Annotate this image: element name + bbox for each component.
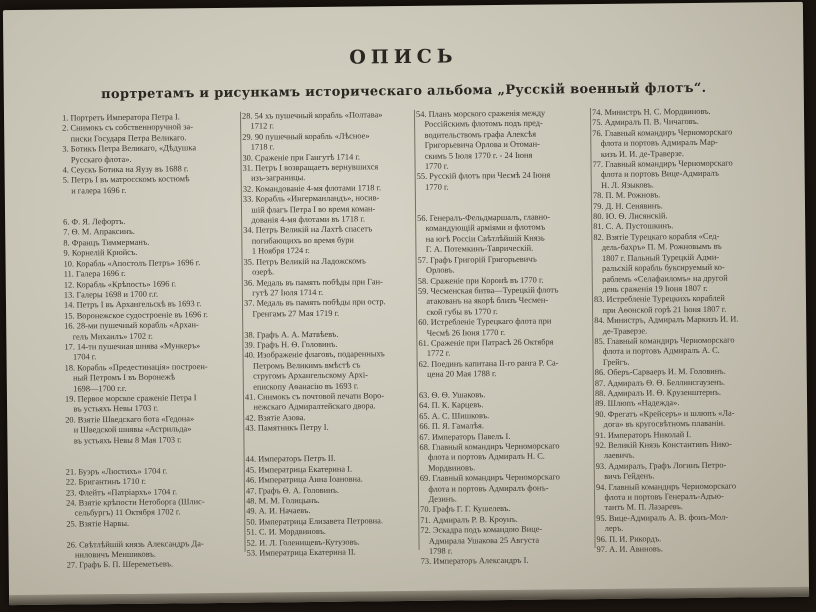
list-item: 1. Портретъ Императора Петра I. [61, 112, 180, 123]
list-item: 61. Сраженіе при Патрасѣ 26 Октября [418, 337, 554, 348]
list-item: ниловичъ Меншиковъ. [66, 549, 156, 560]
list-item: 60. Истребленіе Турецкаго флота при [418, 316, 552, 327]
list-item: 1704 г. [64, 352, 97, 362]
list-item: Грейгъ. [594, 357, 630, 367]
page-bottom-edge [9, 587, 809, 605]
list-item: 62. Поединъ капитана II-го ранга Р. Са- [418, 358, 559, 369]
list-item: флота и портовъ Адмиралъ Н. С. [419, 451, 545, 463]
list-item: де-Траверзе. [594, 326, 648, 336]
page-title: ОПИСЬ [349, 45, 458, 69]
list-item: флота и портовъ Генералъ-Адъю- [595, 491, 724, 503]
list-item: писки Государя Петра Великаго. [62, 133, 187, 144]
list-item: 43. Памятникъ Петру I. [245, 423, 329, 433]
list-item: леръ. [596, 523, 624, 534]
list-item: 20. Взятіе Шведскаго бота «Гедона» [65, 414, 195, 425]
list-item: 72. Эскадра подъ командою Вице- [420, 524, 543, 536]
list-item: гелъ Михаилъ» 1702 г. [64, 331, 153, 342]
list-item: скимъ 5 Іюля 1770 г. - 24 Іюня [416, 150, 533, 161]
list-item: 29. 90 пушечный корабль «Лѣсное» [242, 131, 370, 142]
list-item: 34. Петръ Великій на Лахтѣ спасетъ [243, 224, 373, 236]
list-column-4 [592, 106, 797, 556]
list-item: 8. Францъ Тиммерманъ. [63, 237, 150, 248]
list-item: 1807 г. Пальный Турецкій Адми- [593, 252, 720, 263]
list-item: 76. Главный командиръ Черноморскаго [592, 127, 733, 138]
list-column-1 [62, 112, 252, 572]
list-item: 56. Генералъ-Фельдмаршалъ, главно- [417, 212, 551, 223]
list-item: 17. 14-ти пушечная шнява «Мункеръ» [64, 341, 201, 352]
list-item: 69. Главный командиръ Черноморскаго [419, 472, 560, 484]
list-item: 82. Взятіе Турецкаго корабля «Сед- [593, 231, 720, 242]
page-subtitle: портретамъ и рисункамъ историческаго альбома „Русскій военный флотъ“. [101, 80, 707, 103]
list-item: 67. Императоръ Павелъ I. [419, 431, 511, 442]
list-item: 40. Изображеніе флаговъ, подаренныхъ [244, 349, 385, 361]
list-item: 51. С. И. Мордвиновъ. [246, 527, 327, 537]
list-item: Дезинъ. [420, 494, 457, 504]
list-item: 10. Корабль «Апостолъ Петръ» 1696 г. [63, 257, 201, 269]
list-item: 71. Адмиралъ Р. В. Кроунъ. [420, 514, 518, 525]
list-item: Г. А. Потемкинъ-Таврическій. [417, 243, 534, 255]
list-item: 31. Петръ I возвращаетъ вернувшихся [242, 162, 379, 173]
list-item: 11. Галера 1696 г. [63, 269, 126, 279]
list-item: раблемъ «Селафаиломъ» на другой [593, 273, 728, 284]
list-item: нежскаго Адмиралтейскаго двора. [245, 401, 376, 413]
list-item: 74. Министръ Н. С. Мордвиновъ. [591, 106, 711, 118]
list-item: Адмирала Ушакова 25 Августа [420, 535, 540, 546]
list-item: погибающихъ во время бури [243, 235, 354, 246]
list-item: 23. Флейтъ «Патріархъ» 1704 г. [65, 487, 178, 498]
list-item: 49. А. И. Начаевъ. [246, 506, 311, 517]
list-item: командующій арміями и флотомъ [417, 223, 546, 234]
list-column-2 [242, 110, 432, 559]
list-item: 91. Императоръ Николай I. [595, 429, 692, 440]
list-item: Григорьевича Орлова и Отоман- [416, 139, 540, 151]
list-item: 89. Шлюпъ «Надежда». [595, 398, 680, 409]
list-item: 53. Императрица Екатерина II. [246, 547, 356, 558]
list-item: 1718 г. [242, 142, 275, 152]
list-item: 36. Медаль въ память побѣды при Ган- [243, 276, 383, 288]
list-item: въ устьяхъ Невы 1703 г. [65, 403, 159, 414]
list-item: 54. Планъ морского сраженія между [415, 108, 546, 119]
list-item: 35. Петръ Великій на Ладожскомъ [243, 256, 366, 267]
list-item: 78. П. М. Рожновъ. [592, 190, 661, 201]
list-item: 79. Д. Н. Сенявинъ. [592, 200, 663, 211]
list-item: дель-бахръ» П. М. Рожновымъ въ [593, 241, 722, 253]
list-item: 41. Снимокъ съ почтовой печати Воро- [244, 391, 385, 402]
list-item: 13. Галеры 1698 и 1700 г.г. [63, 289, 159, 300]
list-item: 88. Адмиралъ И. Ѳ. Крузенштернъ. [594, 387, 721, 398]
list-item: флота и портовъ Адмиралъ А. С. [594, 346, 720, 357]
list-item: 44. Императоръ Петръ II. [245, 454, 336, 465]
list-item: 1772 г. [418, 348, 451, 359]
list-item: 66. П. Я. Гамалѣя. [419, 421, 484, 432]
list-item: ный Петромъ I въ Воронежѣ [64, 372, 176, 383]
list-item: тантъ М. П. Лазаревъ. [596, 502, 683, 513]
list-item: 25. Взятіе Нарвы. [66, 518, 130, 529]
list-item: 46. Императрица Анна Іоановна. [245, 474, 363, 485]
list-item: 58. Сраженіе при Коронѣ въ 1770 г. [417, 275, 544, 286]
list-item: 57. Графъ Григорій Григорьевичъ [417, 254, 537, 265]
list-item: 37. Медаль въ память побѣды при остр. [243, 297, 386, 309]
list-item: при Аѳонской горѣ 21 Іюня 1807 г. [594, 304, 727, 315]
list-item: 42. Взятіе Азова. [245, 412, 306, 423]
list-item: 27. Графъ Б. П. Шереметьевъ. [66, 559, 174, 571]
list-item: ской губы въ 1770 г. [418, 306, 498, 317]
list-item: Петромъ Великимъ вмѣстѣ съ [244, 360, 361, 371]
list-item: 28. 54 хъ пушечный корабль «Полтава» [241, 110, 383, 121]
list-item: 77. Главный командиръ Черноморскаго [592, 158, 733, 170]
list-item: 16. 28-ми пушечный корабль «Архан- [64, 320, 199, 331]
list-item: 14. Петръ I въ Архангельскѣ въ 1693 г. [63, 299, 202, 310]
list-item: 92. Великій Князь Константинъ Нико- [595, 439, 732, 451]
list-item: 24. Взятіе крѣпости Нетоборга (Шлис- [66, 497, 205, 508]
list-item: 39. Графъ Н. Ѳ. Головинъ. [244, 339, 338, 350]
list-item: 9. Корнелій Крюйсъ. [63, 248, 138, 258]
list-item: 63. Ѳ. Ѳ. Ушаковъ. [418, 390, 486, 400]
list-item: 96. П. И. Рикордъ. [596, 533, 662, 544]
list-item: вичъ Гейденъ. [595, 471, 655, 482]
list-item: 26. Свѣтлѣйшій князь Александръ Да- [66, 538, 204, 550]
list-item: 65. А. С. Шишковъ. [419, 410, 490, 421]
list-item: 85. Главный командиръ Черноморскаго [594, 335, 735, 346]
list-item: 5. Петръ I въ матросскомъ костюмѣ [62, 174, 190, 186]
list-item: флота и портовъ Адмиралъ Мар- [592, 137, 718, 149]
list-item: изъ-заграницы. [242, 173, 306, 184]
list-item: 80. Ю. Ѳ. Лисянскій. [593, 211, 668, 222]
list-item: епископу Аѳанасію въ 1693 г. [244, 381, 359, 392]
list-item: флота и портовъ Вице-Адмиралъ [592, 169, 720, 180]
list-item: 55. Русскій флотъ при Чесмѣ 24 Іюня [416, 170, 551, 182]
list-item: 90. Фрегатъ «Крейсеръ» и шлюпъ «Ла- [595, 408, 735, 419]
list-item: въ устьяхъ Невы 8 Мая 1703 г. [65, 434, 182, 446]
list-item: 64. П. К. Карцевъ. [419, 400, 484, 411]
list-item: дованія 4-мя флотами въ 1718 г. [243, 214, 365, 225]
list-item: 1798 г. [420, 546, 453, 556]
list-item: 19. Первое морское сраженіе Петра I [64, 393, 197, 404]
list-item: Н. Л. Языковъ. [592, 180, 654, 190]
list-item: цена 20 Мая 1788 г. [418, 369, 497, 380]
list-item: 33. Корабль «Ингерманландъ», носив- [242, 193, 380, 204]
list-item: флота и портовъ Адмиралъ фонъ- [419, 483, 549, 494]
list-item: 22. Бригантинъ 1710 г. [65, 476, 147, 487]
list-item: 12. Корабль «Крѣпость» 1696 г. [63, 278, 177, 290]
list-item: 70. Графъ Г. Г. Кушелевъ. [420, 504, 511, 515]
list-item: 83. Истребленіе Турецкихъ кораблей [593, 293, 725, 305]
list-item: 45. Императрица Екатерина I. [245, 464, 353, 475]
list-item: Чесмѣ 26 Іюня 1770 г. [418, 327, 506, 338]
list-item: 38. Графъ А. А. Матвѣевъ. [244, 329, 339, 340]
list-item: ральскій корабль буксируемый ко- [593, 262, 725, 274]
list-item: Орловъ. [417, 265, 455, 275]
list-item: 1712 г. [242, 121, 274, 132]
list-item: 97. А. И. Авиновъ. [596, 544, 663, 555]
list-item: Мордвиновъ. [419, 463, 476, 473]
list-item: 52. И. Л. Голенищевъ-Кутузовъ. [246, 537, 360, 548]
list-item: день сраженія 19 Іюня 1807 г. [593, 283, 708, 294]
list-item: 59. Чесменская битва—Турецкій флотъ [417, 285, 559, 296]
list-item: кизъ И. И. де-Траверзе. [592, 148, 684, 159]
list-item: шій флагъ Петра I во время коман- [242, 203, 376, 215]
list-item: 3. Ботикъ Петра Великаго, «Дѣдушка [62, 143, 197, 154]
list-item: гутѣ 27 Іюля 1714 г. [243, 287, 324, 298]
list-item: 68. Главный командиръ Черноморскаго [419, 441, 560, 452]
list-item: на югѣ Россіи Свѣтлѣйшій Князь [417, 233, 545, 244]
list-item: 87. Адмиралъ Ѳ. Ѳ. Беллинсгаузенъ. [594, 377, 726, 388]
list-item: 7. Ѳ. М. Апраксинъ. [63, 227, 135, 238]
list-item: 81. С. А. Пустошкинъ. [593, 221, 674, 232]
list-item: 6. Ф. Я. Лефортъ. [63, 216, 126, 227]
list-item: 75. Адмиралъ П. В. Чичаговъ. [592, 117, 699, 128]
list-item: атакованъ на якорѣ близъ Чесмен- [417, 295, 549, 307]
list-item: 1 Ноября 1724 г. [243, 246, 310, 256]
list-item: 1770 г. [416, 182, 449, 192]
list-item: 32. Командованіе 4-мя флотами 1718 г. [242, 183, 382, 194]
list-item: 2. Снимокъ съ собственноручной за- [62, 122, 194, 133]
list-item: 18. Корабль «Предестинація» построен- [64, 361, 208, 373]
list-item: 50. Императрица Елизавета Петровна. [246, 516, 383, 527]
list-item: 86. Оберъ-Сарваеръ И. М. Головинъ. [594, 366, 726, 378]
list-item: стругомъ Архангельскому Архі- [244, 370, 368, 381]
list-item: озерѣ. [243, 267, 275, 277]
list-item: Россійскимъ флотомъ подъ пред- [416, 118, 543, 130]
list-item: 93. Адмиралъ, Графъ Логинъ Петро- [595, 460, 727, 471]
list-item: 4. Сеускъ Ботика на Яузу въ 1688 г. [62, 164, 189, 175]
list-item: 73. Императоръ Александръ I. [420, 556, 529, 567]
list-column-3 [416, 108, 601, 568]
list-item: и Шведской шнявы «Астрильда» [65, 424, 192, 435]
list-item: водительствомъ графа Алексѣя [416, 129, 537, 140]
list-item: 48. М. М. Голицынъ. [246, 495, 320, 506]
list-item: 1698—1700 г.г. [64, 383, 127, 394]
list-item: 30. Сраженіе при Гангутѣ 1714 г. [242, 152, 361, 163]
list-item: Гренгамъ 27 Мая 1719 г. [244, 308, 340, 319]
list-item: 95. Вице-Адмиралъ А. В. фонъ-Мол- [596, 512, 729, 523]
document-page [3, 2, 809, 605]
list-item: 15. Воронежское судостроеніе въ 1696 г. [64, 309, 208, 321]
list-item: 1770 г. [416, 161, 449, 171]
list-item: и галера 1696 г. [62, 185, 127, 196]
list-item: 94. Главный командиръ Черноморскаго [595, 481, 737, 492]
list-item: 84. Министръ, Адмиралъ Маркизъ И. И. [594, 314, 739, 326]
list-item: 21. Буэръ «Люстихъ» 1704 г. [65, 466, 168, 477]
list-item: лаевичъ. [595, 451, 635, 461]
list-item: сельбургъ) 11 Октября 1702 г. [66, 507, 181, 519]
list-item: 47. Графъ Ѳ. А. Головинъ. [245, 485, 339, 496]
list-item: Русскаго флота». [62, 154, 132, 165]
list-item: дога» въ кругосвѣтномъ плаваніи. [595, 418, 726, 430]
